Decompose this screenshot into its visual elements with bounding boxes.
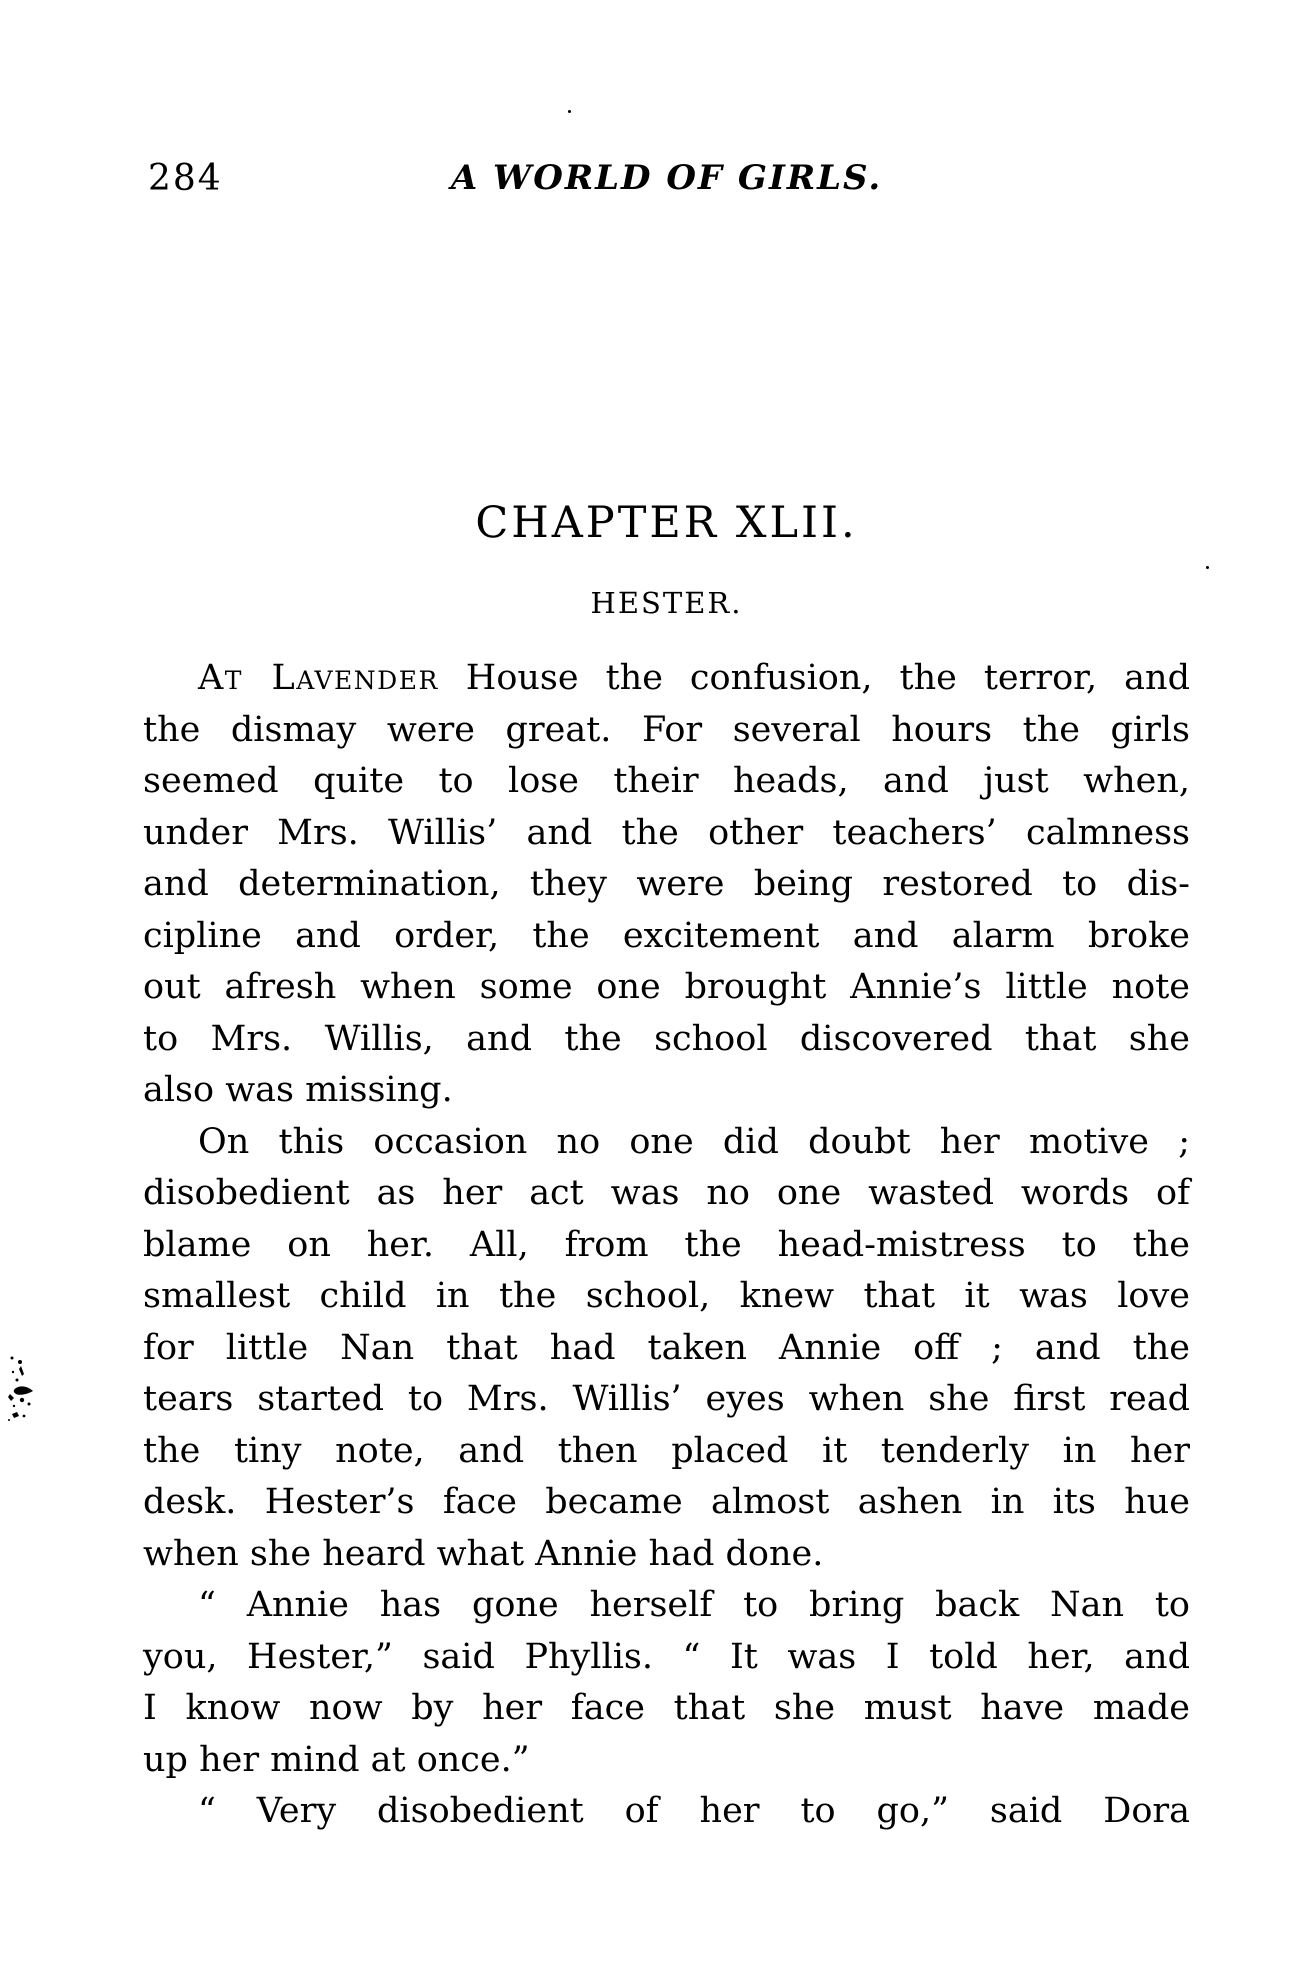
body-line: also was missing. (143, 1070, 453, 1110)
body-line: “ Annie has gone herself to bring back Nan to (198, 1585, 1190, 1625)
body-line: to Mrs. Willis, and the school discovered that she (143, 1018, 1190, 1059)
running-header: A WORLD OF GIRLS. (450, 158, 883, 198)
body-line: for little Nan that had taken Annie off ; and the (143, 1327, 1190, 1368)
chapter-heading: CHAPTER XLII. (475, 498, 858, 548)
ink-smudge-graphic (4, 1350, 64, 1450)
body-line: “ Very disobedient of her to go,” said Dora (198, 1791, 1190, 1831)
lead-smallcaps: At Lavender (198, 658, 439, 698)
body-line: up her mind at once.” (143, 1739, 530, 1780)
body-line: and determination, they were being restored to dis- (143, 864, 1190, 904)
ink-smudge (4, 1350, 64, 1450)
body-line: you, Hester,” said Phyllis. “ It was I told her, and (143, 1636, 1190, 1677)
body-line: out afresh when some one brought Annie’s little note (143, 967, 1190, 1007)
chapter-subheading: HESTER. (590, 586, 743, 620)
body-line: I know now by her face that she must have made (143, 1688, 1190, 1728)
body-line: smallest child in the school, knew that it was love (143, 1276, 1190, 1316)
body-text (143, 653, 1190, 1838)
body-line-text: House the confusion, the terror, and (438, 658, 1190, 698)
scan-speck (1206, 566, 1209, 569)
body-line: under Mrs. Willis’ and the other teachers’ calmness (143, 812, 1190, 853)
body-line: the tiny note, and then placed it tenderly in her (143, 1430, 1190, 1471)
body-line: the dismay were great. For several hours the girls (143, 709, 1190, 750)
body-line: when she heard what Annie had done. (143, 1533, 824, 1574)
body-line: desk. Hester’s face became almost ashen in its hue (143, 1482, 1190, 1522)
body-line: cipline and order, the excitement and alarm broke (143, 915, 1190, 956)
body-line: disobedient as her act was no one wasted words of (143, 1173, 1190, 1213)
body-line (143, 653, 1190, 705)
page-number: 284 (148, 158, 223, 199)
body-line: tears started to Mrs. Willis’ eyes when she first read (143, 1379, 1190, 1419)
body-line: On this occasion no one did doubt her motive ; (198, 1121, 1190, 1162)
body-line: blame on her. All, from the head-mistress to the (143, 1224, 1190, 1265)
body-line: seemed quite to lose their heads, and just when, (143, 761, 1190, 801)
scan-speck (568, 110, 571, 113)
